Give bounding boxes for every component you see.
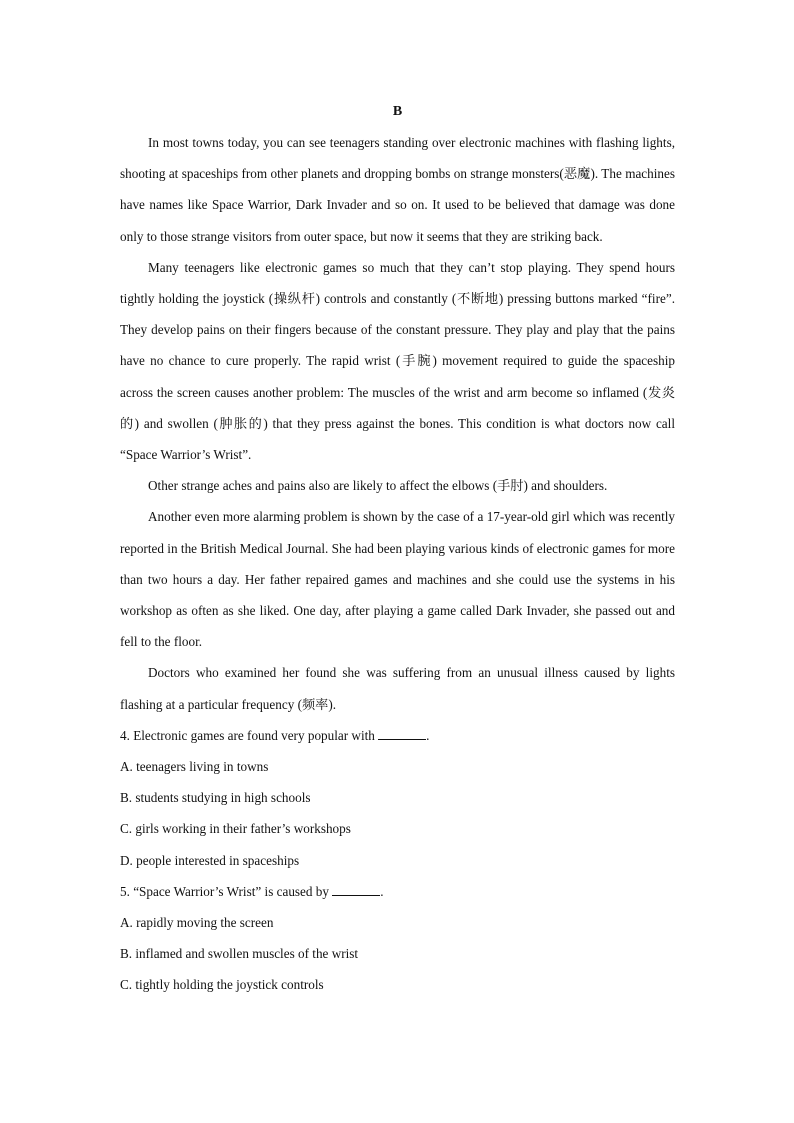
question-4-stem-text: 4. Electronic games are found very popular with bbox=[120, 727, 379, 743]
question-5 bbox=[120, 876, 675, 1001]
question-4-option-d: D. people interested in spaceships bbox=[120, 852, 300, 868]
question-4-option-b: B. students studying in high schools bbox=[120, 790, 311, 806]
question-4-stem bbox=[120, 720, 675, 751]
passage-paragraph-3: Other strange aches and pains also are likely to affect the elbows (手肘) and shoulders. bbox=[148, 478, 608, 494]
answer-blank bbox=[332, 883, 380, 896]
answer-blank bbox=[378, 727, 426, 740]
section-title: B bbox=[392, 104, 403, 119]
question-5-option-a: A. rapidly moving the screen bbox=[120, 915, 274, 931]
question-5-option-c: C. tightly holding the joystick controls bbox=[120, 977, 324, 993]
question-5-stem-end: . bbox=[380, 883, 384, 899]
document-page bbox=[120, 96, 675, 1001]
question-4 bbox=[120, 720, 675, 876]
passage-paragraph-4: Another even more alarming problem is shown by the case of a 17-year-old girl which was recently reported in the British Medical Journal. She had been playing various kinds of electronic games for more than two hours a day. Her father repaired games and machines and she could use the systems in his workshop as often as she liked. One day, after playing a game called Dark Invader, she passed out and fell to the floor. bbox=[120, 509, 675, 650]
passage-paragraph-1: In most towns today, you can see teenagers standing over electronic machines with flashing lights, shooting at spaceships from other planets and dropping bombs on strange monsters(恶魔). The machines have names like Space Warrior, Dark Invader and so on. It used to be believed that damage was done only to those strange visitors from outer space, but now it seems that they are striking back. bbox=[120, 135, 675, 244]
question-5-stem bbox=[120, 876, 675, 907]
passage-paragraph-2: Many teenagers like electronic games so much that they can’t stop playing. They spend hours tightly holding the joystick (操纵杆) controls and constantly (不断地) pressing buttons marked “fire”. They develop pains on their fingers because of the constant pressure. They play and play that the pains have no chance to cure properly. The rapid wrist (手腕) movement required to guide the spaceship across the screen causes another problem: The muscles of the wrist and arm become so inflamed (发炎的) and swollen (肿胀的) that they press against the bones. This condition is what doctors now call “Space Warrior’s Wrist”. bbox=[120, 259, 675, 463]
question-5-stem-text: 5. “Space Warrior’s Wrist” is caused by bbox=[120, 883, 333, 899]
reading-passage bbox=[120, 127, 675, 720]
passage-paragraph-5: Doctors who examined her found she was suffering from an unusual illness caused by lights flashing at a particular frequency (频率). bbox=[120, 665, 675, 712]
question-5-option-b: B. inflamed and swollen muscles of the wrist bbox=[120, 946, 359, 962]
question-4-option-c: C. girls working in their father’s workshops bbox=[120, 821, 351, 837]
question-4-stem-end: . bbox=[426, 727, 430, 743]
question-4-option-a: A. teenagers living in towns bbox=[120, 759, 269, 775]
